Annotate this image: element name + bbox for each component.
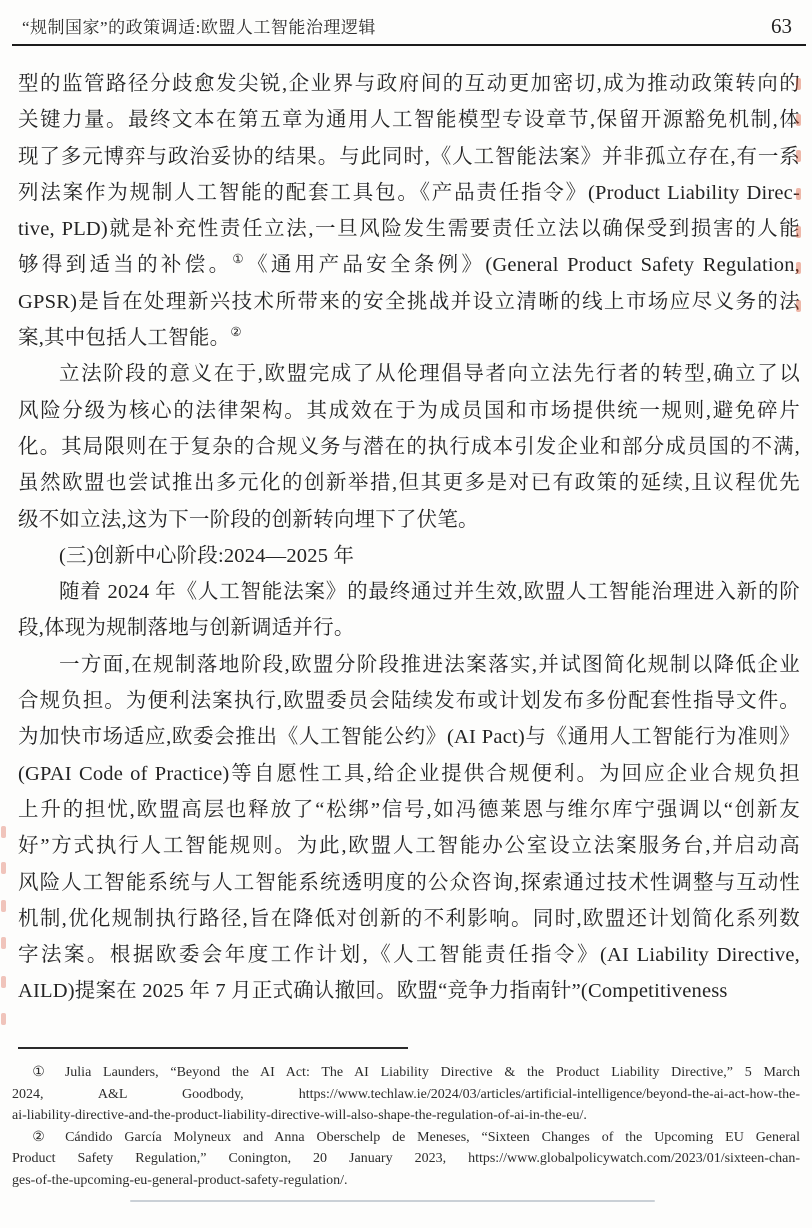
footnote-line: ai-liability-directive-and-the-product-liability-directive-will-also-shape-the-regulation-of-ai-in-the-eu/. (12, 1108, 587, 1124)
body-text-line: 风险人工智能系统与人工智能系统透明度的公众咨询,探索通过技术性调整与互动性 (18, 871, 800, 894)
body-text-line: 为加快市场适应,欧委会推出《人工智能公约》(AI Pact)与《通用人工智能行为准则》 (18, 726, 800, 749)
body-text-line: 上升的担忧,欧盟高层也释放了“松绑”信号,如冯德莱恩与维尔库宁强调以“创新友 (18, 798, 800, 821)
footnote-line: ges-of-the-upcoming-eu-general-product-safety-regulation/. (12, 1172, 348, 1188)
section-heading-line: (三)创新中心阶段:2024—2025 年 (59, 544, 355, 567)
body-text-line: 风险分级为核心的法律架构。其成效在于为成员国和市场提供统一规则,避免碎片 (18, 399, 800, 422)
footnote-line: ② Cándido García Molyneux and Anna Oberschelp de Meneses, “Sixteen Changes of the Upcoming EU General (32, 1129, 800, 1145)
scan-artifact (1, 862, 6, 874)
body-text-line: 机制,优化规制执行路径,旨在降低对创新的不利影响。同时,欧盟还计划简化系列数 (18, 907, 800, 930)
body-text-line: 关键力量。最终文本在第五章为通用人工智能模型专设章节,保留开源豁免机制,体 (18, 109, 800, 132)
page-number: 63 (771, 14, 792, 38)
footnote-reference: ② (230, 325, 242, 340)
footnote-reference: ① (232, 252, 248, 267)
footnote-line: 2024, A&L Goodbody, https://www.techlaw.ie/2024/03/articles/artificial-intelligence/beyond-the-ai-act-how-the- (12, 1086, 800, 1102)
body-text-line: 列法案作为规制人工智能的配套工具包。《产品责任指令》(Product Liability Direc- (18, 181, 800, 204)
footnotes (12, 1062, 800, 1192)
body-text-line: 合规负担。为便利法案执行,欧盟委员会陆续发布或计划发布多份配套性指导文件。 (18, 690, 800, 713)
scan-artifact (796, 188, 801, 200)
scan-artifact-line (130, 1200, 655, 1202)
scan-artifact (1, 976, 6, 988)
scan-artifact (796, 114, 801, 126)
body-text-line: tive, PLD)就是补充性责任立法,一旦风险发生需要责任立法以确保受到损害的人能 (18, 218, 800, 241)
body-text-line: 字法案。根据欧委会年度工作计划,《人工智能责任指令》(AI Liability Directive, (18, 944, 800, 967)
body-text-line: GPSR)是旨在处理新兴技术所带来的安全挑战并设立清晰的线上市场应尽义务的法 (18, 290, 800, 313)
running-title: “规制国家”的政策调适:欧盟人工智能治理逻辑 (22, 18, 376, 37)
scan-artifact (796, 300, 801, 312)
body-text-line: AILD)提案在 2025 年 7 月正式确认撤回。欧盟“竞争力指南针”(Competitiveness (18, 980, 728, 1003)
body-text-line: 现了多元博弈与政治妥协的结果。与此同时,《人工智能法案》并非孤立存在,有一系 (18, 145, 800, 168)
body-text-line: 一方面,在规制落地阶段,欧盟分阶段推进法案落实,并试图简化规制以降低企业 (59, 653, 800, 676)
scan-artifact (796, 78, 801, 90)
body-text-line: 级不如立法,这为下一阶段的创新转向埋下了伏笔。 (18, 508, 479, 531)
body-text-line: 好”方式执行人工智能规则。为此,欧盟人工智能办公室设立法案服务台,并启动高 (18, 835, 800, 858)
scan-artifact (796, 150, 801, 162)
body-text-line: 够得到适当的补偿。①《通用产品安全条例》(General Product Safety Regulation, (18, 252, 800, 277)
article-body (18, 66, 800, 1010)
body-text-line: 化。其局限则在于复杂的合规义务与潜在的执行成本引发企业和部分成员国的不满, (18, 435, 800, 458)
body-text-line: 案,其中包括人工智能。② (18, 325, 242, 350)
scan-artifact (1, 937, 6, 949)
body-text-line: 随着 2024 年《人工智能法案》的最终通过并生效,欧盟人工智能治理进入新的阶 (59, 581, 800, 604)
body-text-line: (GPAI Code of Practice)等自愿性工具,给企业提供合规便利。为回应企业合规负担 (18, 762, 800, 785)
footnote-divider (18, 1047, 408, 1049)
body-text-line: 段,体现为规制落地与创新调适并行。 (18, 617, 355, 640)
footnote-line: Product Safety Regulation,” Conington, 20 January 2023, https://www.globalpolicywatch.com/2023/01/sixteen-chan- (12, 1151, 800, 1167)
scan-artifact (1, 900, 6, 912)
scan-artifact (1, 1013, 6, 1025)
page-header (22, 13, 792, 39)
footnote-line: ① Julia Launders, “Beyond the AI Act: The AI Liability Directive & the Product Liability Directive,” 5 March (32, 1065, 800, 1080)
body-text-line: 型的监管路径分歧愈发尖锐,企业界与政府间的互动更加密切,成为推动政策转向的 (18, 73, 800, 95)
body-text-line: 立法阶段的意义在于,欧盟完成了从伦理倡导者向立法先行者的转型,确立了以 (59, 363, 800, 386)
scan-artifact (1, 826, 6, 838)
body-text-line: 虽然欧盟也尝试推出多元化的创新举措,但其更多是对已有政策的延续,且议程优先 (18, 472, 800, 495)
scan-artifact (796, 262, 801, 274)
scan-artifact (796, 226, 801, 238)
header-rule (12, 44, 806, 46)
